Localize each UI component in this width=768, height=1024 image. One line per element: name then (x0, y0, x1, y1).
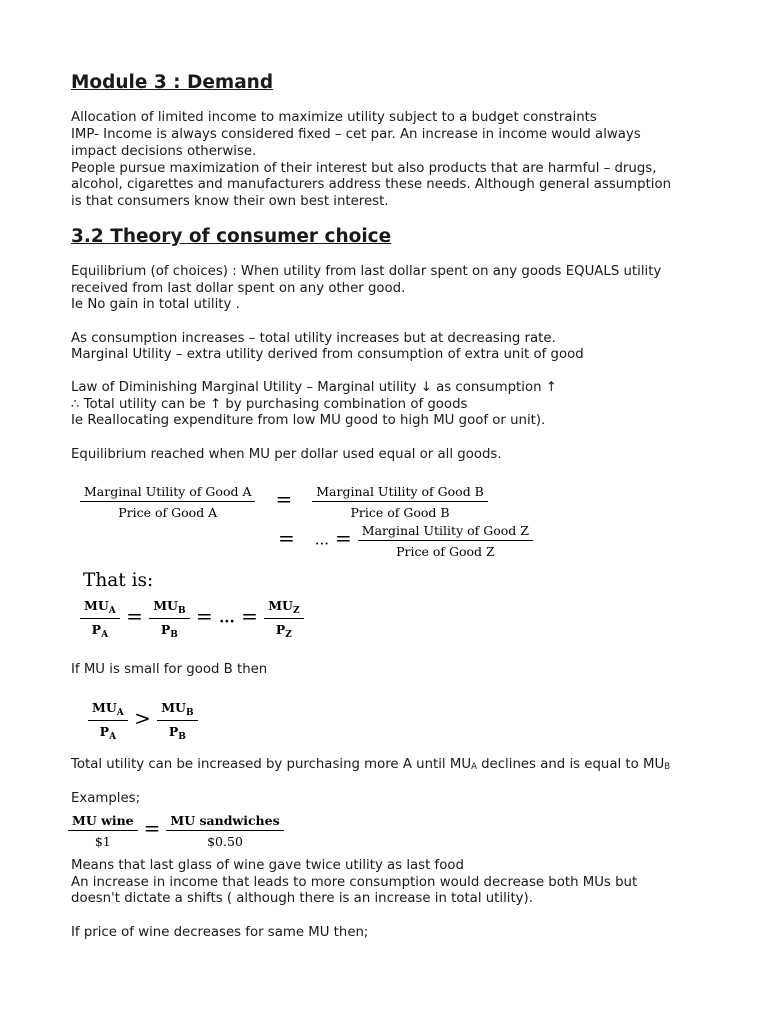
that-is-label: That is: (83, 570, 154, 591)
equals-sign: = (278, 525, 295, 550)
denominator-good-a: Price of Good A (118, 505, 218, 520)
section-title: 3.2 Theory of consumer choice (71, 226, 392, 247)
intro-line-4: People pursue maximization of their interest but also products that are harmful – drugs, (71, 161, 657, 176)
fraction-good-z (358, 523, 533, 559)
numerator-good-b: Marginal Utility of Good B (312, 484, 488, 502)
equals-sign: = (195, 603, 213, 628)
fraction-good-b (312, 484, 488, 520)
greater-than-sign: > (134, 705, 151, 730)
intro-line-1: Allocation of limited income to maximize utility subject to a budget constraints (71, 110, 597, 125)
examples-label: Examples; (71, 791, 141, 806)
formula-wine-sandwiches (68, 813, 284, 849)
subscript-z: Z (292, 606, 300, 616)
equals-sign: = (241, 603, 258, 628)
mu-label: MU (84, 598, 109, 613)
subscript-b: B (185, 708, 194, 718)
total-utility-part-1: Total utility can be increased by purchasing more A until MU (71, 757, 472, 772)
intro-line-3: impact decisions otherwise. (71, 144, 257, 159)
intro-line-2: IMP- Income is always considered fixed – cet par. An increase in income would always (71, 127, 641, 142)
intro-line-5: alcohol, cigarettes and manufacturers address these needs. Although general assumption (71, 177, 672, 192)
formula-mu-ratio-equality (80, 598, 304, 640)
subscript-a: A (108, 606, 116, 616)
ellipsis: ... (219, 608, 235, 627)
fraction-mu-b (157, 700, 197, 742)
intro-line-6: is that consumers know their own best interest. (71, 194, 389, 209)
module-title: Module 3 : Demand (71, 72, 274, 93)
ellipsis: ... (314, 530, 330, 549)
denominator-good-z: Price of Good Z (396, 544, 495, 559)
small-b-text: If MU is small for good B then (71, 662, 268, 677)
price-label: P (168, 724, 179, 739)
mu-label: MU (161, 700, 186, 715)
equals-sign: = (143, 815, 161, 840)
price-label: P (275, 622, 286, 637)
price-wine-text: If price of wine decreases for same MU then; (71, 925, 369, 940)
numerator-good-a: Marginal Utility of Good A (80, 484, 255, 502)
formula-marginal-utility (80, 484, 488, 520)
equals-sign: = (335, 525, 352, 550)
fraction-wine (68, 813, 138, 849)
equilibrium-line-1: Equilibrium (of choices) : When utility from last dollar spent on any goods EQUALS utility (71, 264, 662, 279)
denominator-sandwiches: $0.50 (207, 834, 243, 849)
denominator-good-b: Price of Good B (350, 505, 450, 520)
law-line-1: Law of Diminishing Marginal Utility – Marginal utility ↓ as consumption ↑ (71, 380, 557, 395)
subscript-b: B (170, 630, 178, 640)
fraction-good-a (80, 484, 255, 520)
means-line-1: Means that last glass of wine gave twice utility as last food (71, 858, 464, 873)
formula-marginal-utility-z (278, 523, 533, 559)
mu-label: MU (153, 598, 178, 613)
consumption-line-1: As consumption increases – total utility increases but at decreasing rate. (71, 331, 556, 346)
fraction-mu-a (80, 598, 120, 640)
fraction-mu-z (264, 598, 303, 640)
total-utility-text (71, 757, 670, 776)
law-line-3: Ie Reallocating expenditure from low MU good to high MU goof or unit). (71, 413, 546, 428)
subscript-a: A (109, 732, 117, 742)
fraction-mu-a (88, 700, 128, 742)
means-line-3: doesn't dictate a shifts ( although there is an increase in total utility). (71, 891, 533, 906)
price-label: P (91, 622, 102, 637)
equilibrium-line-2: received from last dollar spent on any other good. (71, 281, 406, 296)
subscript-z: Z (285, 630, 292, 640)
formula-mu-inequality (88, 700, 198, 742)
subscript-b: B (177, 606, 186, 616)
subscript-a: A (101, 630, 109, 640)
equilibrium-line-3: Ie No gain in total utility . (71, 297, 240, 312)
consumption-line-2: Marginal Utility – extra utility derived from consumption of extra unit of good (71, 347, 584, 362)
denominator-wine: $1 (94, 834, 111, 849)
equals-sign: = (126, 603, 143, 628)
subscript-b: B (664, 762, 671, 772)
law-line-2: ∴ Total utility can be ↑ by purchasing combination of goods (71, 397, 468, 412)
equals-sign: = (275, 486, 293, 511)
subscript-a: A (471, 762, 477, 772)
numerator-sandwiches: MU sandwiches (166, 813, 283, 831)
total-utility-part-2: declines and is equal to MU (476, 757, 665, 772)
numerator-wine: MU wine (68, 813, 138, 831)
fraction-sandwiches (166, 813, 283, 849)
price-label: P (99, 724, 110, 739)
subscript-b: B (178, 732, 186, 742)
price-label: P (160, 622, 171, 637)
mu-label: MU (268, 598, 293, 613)
numerator-good-z: Marginal Utility of Good Z (358, 523, 533, 541)
equilibrium-reached: Equilibrium reached when MU per dollar used equal or all goods. (71, 447, 502, 462)
means-line-2: An increase in income that leads to more consumption would decrease both MUs but (71, 875, 638, 890)
subscript-a: A (116, 708, 124, 718)
fraction-mu-b (149, 598, 189, 640)
mu-label: MU (92, 700, 117, 715)
